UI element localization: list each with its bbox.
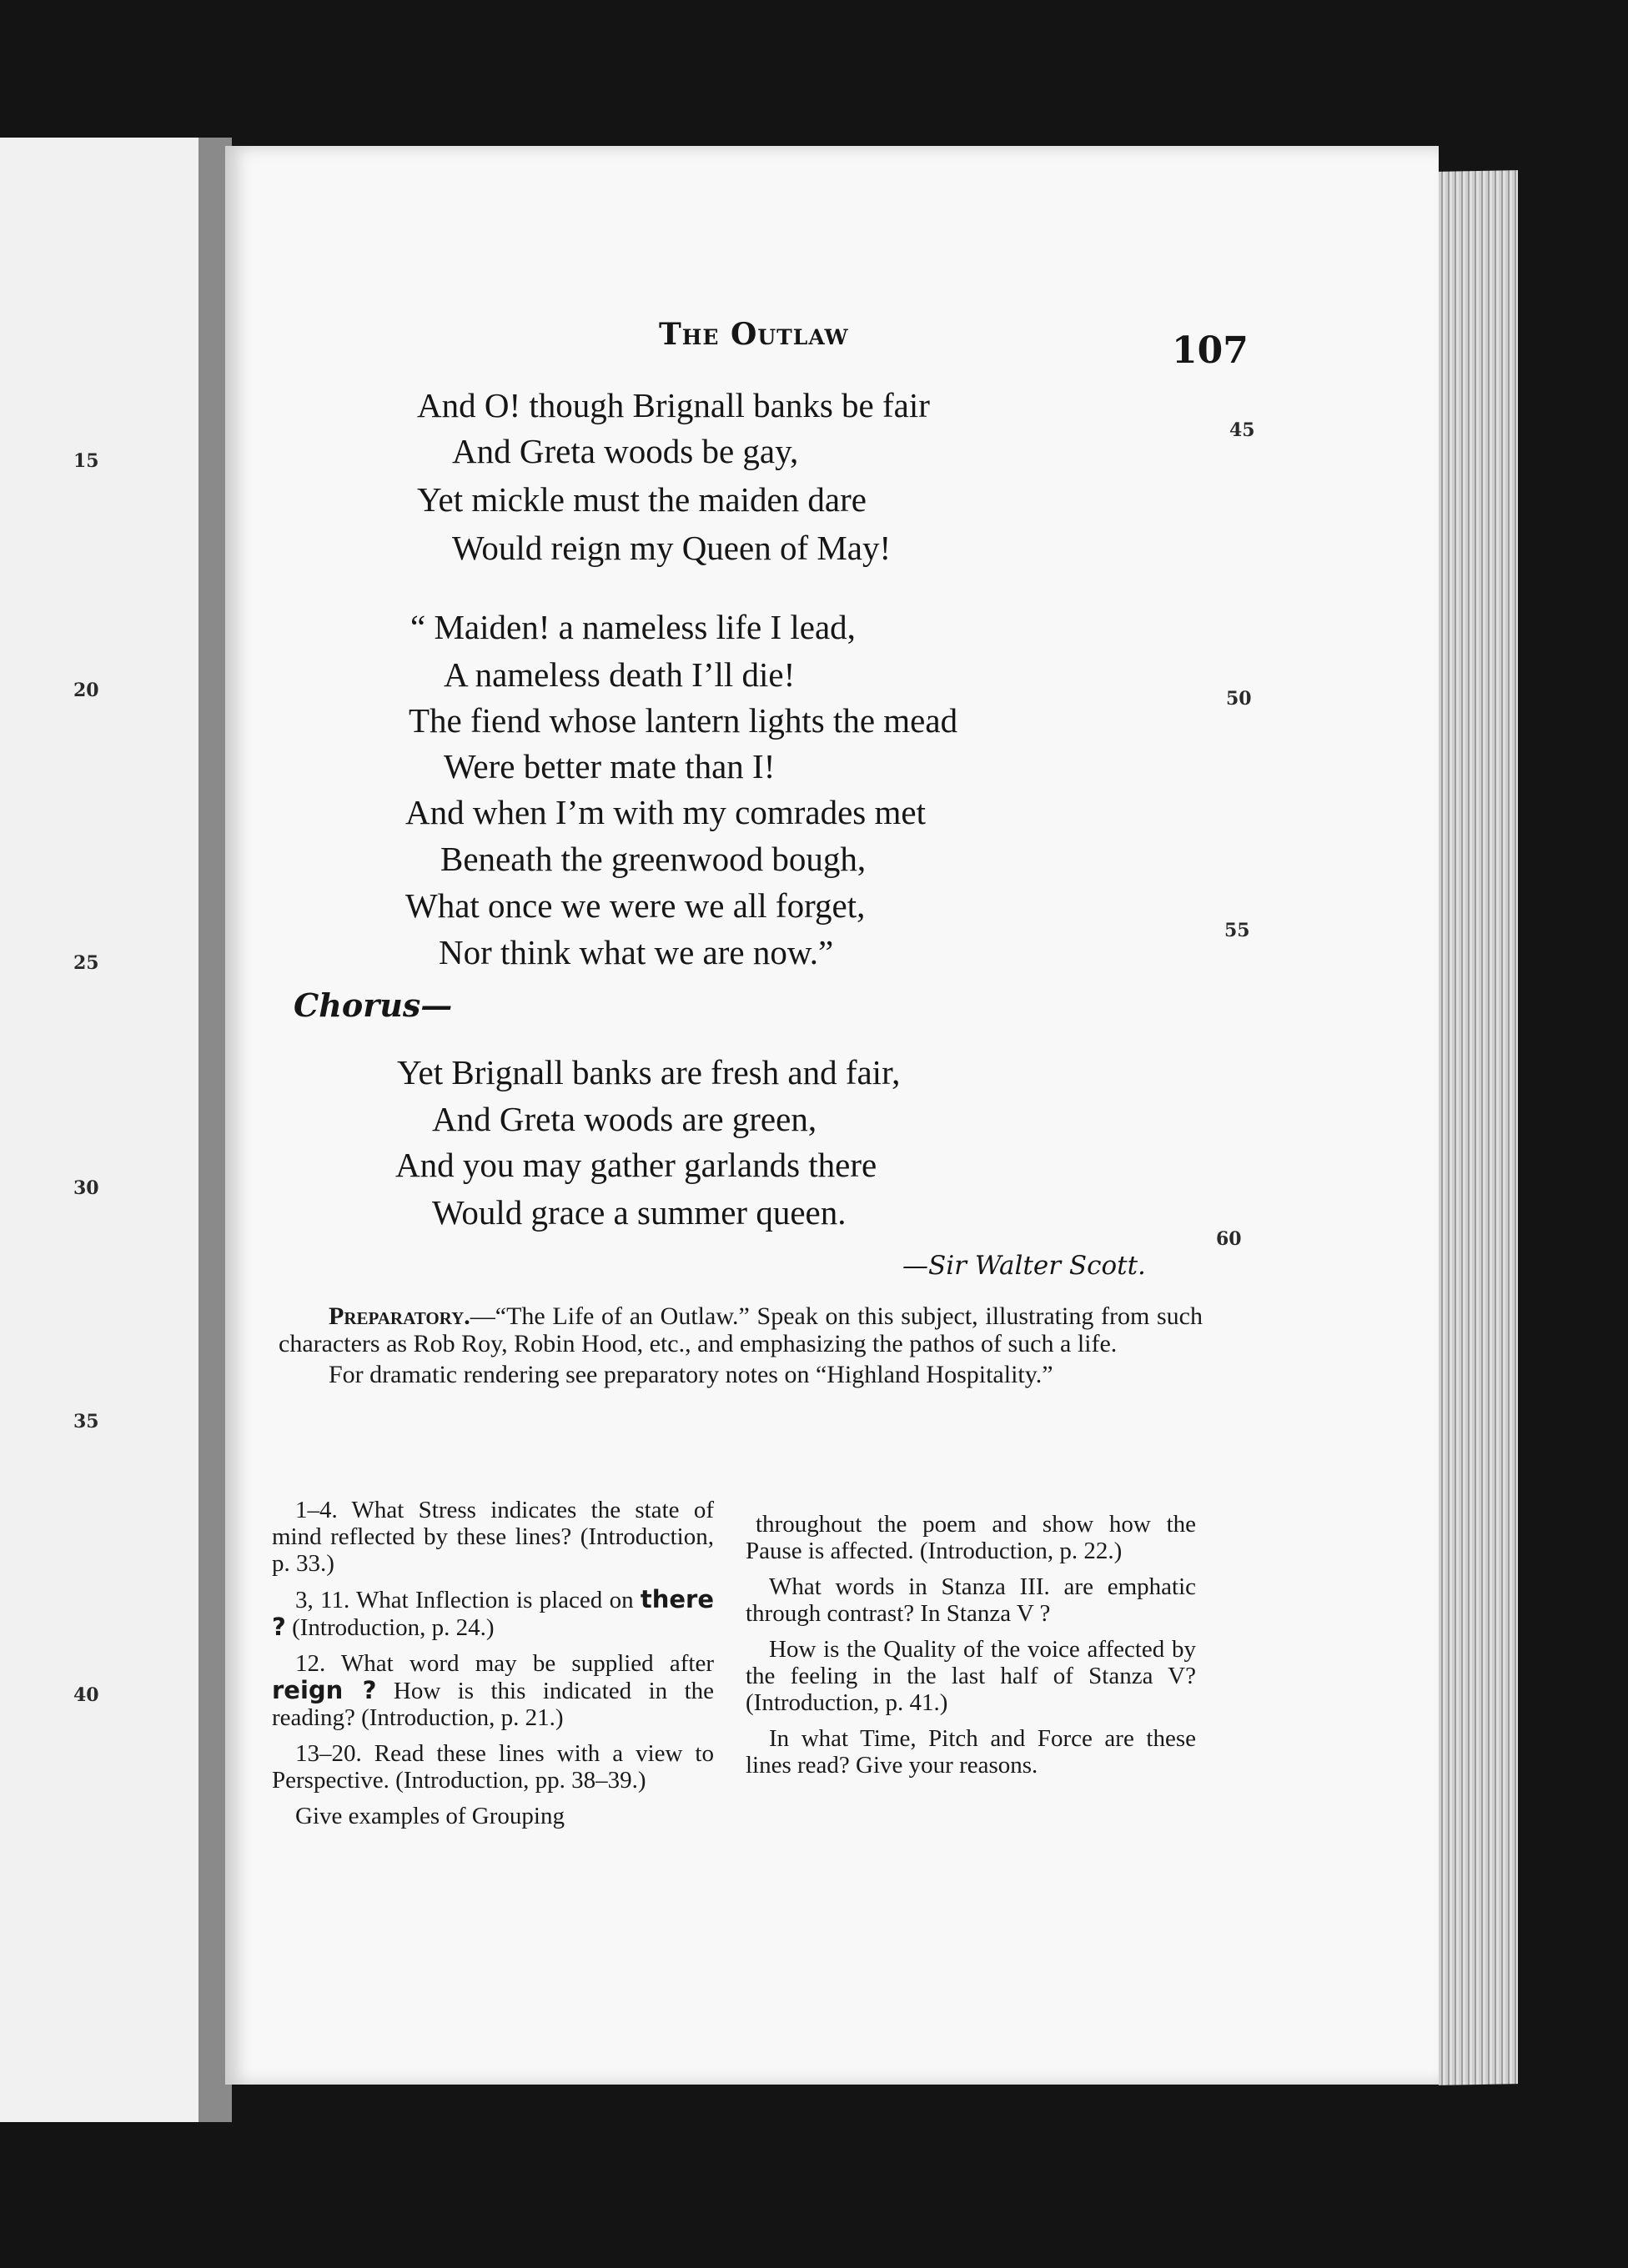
- note: In what Time, Pitch and Force are these lines read? Give your reasons.: [746, 1725, 1196, 1779]
- note-text: 12. What word may be supplied after: [295, 1650, 714, 1677]
- chorus-line: Yet Brignall banks are fresh and fair,: [397, 1053, 901, 1091]
- left-line-number: 15: [73, 450, 99, 472]
- verse-line: And when I’m with my comrades met: [405, 793, 926, 831]
- preparatory-text: —“The Life of an Outlaw.” Speak on this subject, illustrating from such characters as Rob Roy, Robin Hood, etc., and emphasizing the pathos of such a life.: [279, 1302, 1203, 1357]
- preparatory-text-2: For dramatic rendering see preparatory notes on “Highland Hospitality.”: [329, 1361, 1053, 1388]
- chorus-line: And you may gather garlands there: [395, 1146, 877, 1184]
- verse-line: And Greta woods be gay,: [452, 432, 799, 470]
- running-title: The Outlaw: [659, 317, 849, 352]
- left-line-number: 20: [73, 680, 99, 701]
- line-number: 60: [1216, 1228, 1242, 1250]
- emphasized-word: reign ?: [272, 1676, 377, 1704]
- verse-line: Would reign my Queen of May!: [452, 529, 892, 567]
- line-number: 55: [1224, 920, 1250, 941]
- note-text: 3, 11. What Inflection is placed on: [295, 1587, 634, 1613]
- note-text: How is this indicated in the reading? (Introduction, p. 21.): [272, 1678, 715, 1731]
- left-line-number: 40: [73, 1684, 99, 1706]
- verse-line: Yet mickle must the maiden dare: [417, 480, 867, 519]
- verse-line: “ Maiden! a nameless life I lead,: [410, 608, 856, 646]
- line-number: 50: [1226, 688, 1252, 710]
- attribution: —Sir Walter Scott.: [902, 1251, 1146, 1281]
- preparatory-label: Preparatory.: [329, 1302, 470, 1330]
- left-line-number: 25: [73, 952, 99, 974]
- emphasized-word: there ?: [272, 1585, 715, 1641]
- verse-line: Were better mate than I!: [444, 747, 776, 785]
- facing-page: [0, 138, 232, 2122]
- note: What words in Stanza III. are emphatic through contrast? In Stanza V ?: [746, 1573, 1196, 1627]
- verse-line: The fiend whose lantern lights the mead: [409, 701, 958, 740]
- page-edges: [1439, 170, 1518, 2085]
- left-line-number: 35: [73, 1411, 99, 1433]
- notes-column-left: [272, 1497, 714, 1839]
- verse-line: Beneath the greenwood bough,: [440, 840, 867, 878]
- left-line-number: 30: [73, 1177, 99, 1199]
- line-number: 45: [1229, 419, 1255, 441]
- note: 1–4. What Stress indicates the state of mind reflected by these lines? (Introduction, p. 33.): [272, 1497, 714, 1577]
- verse-line: What once we were we all forget,: [405, 886, 866, 925]
- chorus-line: Would grace a summer queen.: [432, 1193, 847, 1232]
- note: 13–20. Read these lines with a view to Perspective. (Introduction, pp. 38–39.): [272, 1740, 714, 1794]
- note: throughout the poem and show how the Pause is affected. (Introduction, p. 22.): [746, 1511, 1196, 1564]
- preparatory-notes: [279, 1302, 1203, 1388]
- notes-column-right: [746, 1511, 1196, 1788]
- note: [272, 1650, 714, 1731]
- verse-line: Nor think what we are now.”: [439, 933, 834, 971]
- note: [272, 1586, 714, 1641]
- verse-line: A nameless death I’ll die!: [444, 655, 796, 694]
- verse-line: And O! though Brignall banks be fair: [417, 386, 930, 424]
- note: Give examples of Grouping: [295, 1803, 565, 1829]
- note: How is the Quality of the voice affected by the feeling in the last half of Stanza V? (Introduction, p. 41.): [746, 1636, 1196, 1716]
- chorus-label: Chorus—: [294, 986, 453, 1024]
- note-text: (Introduction, p. 24.): [285, 1614, 495, 1641]
- page-number: 107: [1172, 329, 1249, 372]
- chorus-line: And Greta woods are green,: [432, 1100, 817, 1138]
